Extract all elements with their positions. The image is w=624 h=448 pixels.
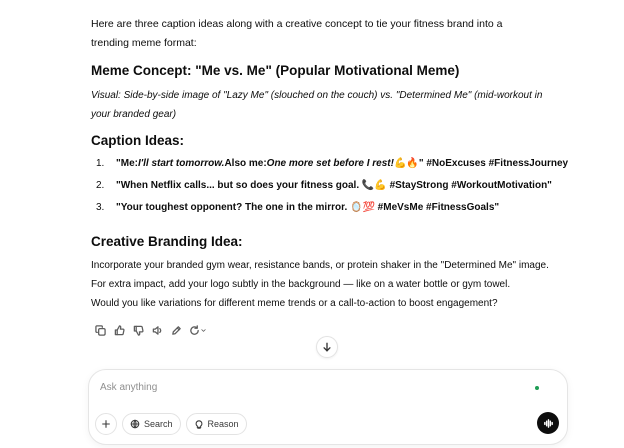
composer: [88, 369, 568, 445]
reason-button[interactable]: [186, 413, 247, 435]
reason-label: Reason: [207, 419, 239, 429]
caption-list: [91, 153, 568, 219]
edit-icon[interactable]: [168, 322, 184, 338]
follow-up-question: Would you like variations for different meme trends or a call-to-action to boost engagement?: [91, 298, 498, 309]
list-item: [91, 197, 568, 219]
search-button[interactable]: [122, 413, 181, 435]
list-number: 2.: [96, 180, 105, 191]
attach-button[interactable]: [95, 413, 117, 435]
caption-text-part: Also me:: [224, 158, 267, 169]
list-number: 1.: [96, 158, 105, 169]
composer-tools: [95, 413, 247, 435]
read-aloud-icon[interactable]: [149, 322, 165, 338]
waveform-icon: [543, 418, 554, 429]
lightbulb-icon: [194, 419, 204, 429]
caption-text-part: "Me:: [116, 158, 138, 169]
list-item: [91, 153, 568, 175]
caption-text-part: One more set before I rest!: [266, 158, 394, 169]
caption-text: "Your toughest opponent? The one in the mirror. 🪞💯 #MeVsMe #FitnessGoals": [116, 202, 500, 213]
search-label: Search: [144, 419, 173, 429]
meme-concept-heading: Meme Concept: "Me vs. Me" (Popular Motivational Meme): [91, 63, 460, 78]
branding-heading: Creative Branding Idea:: [91, 234, 243, 249]
copy-icon[interactable]: [92, 322, 108, 338]
message-actions: [92, 322, 209, 338]
visual-description: Visual: Side-by-side image of "Lazy Me" (slouched on the couch) vs. "Determined Me" (mid-workout in your branded gear): [91, 90, 543, 120]
intro-text: Here are three caption ideas along with a creative concept to tie your fitness brand into a trending meme format:: [91, 18, 503, 49]
caption-ideas-heading: Caption Ideas:: [91, 133, 185, 148]
list-item: [91, 175, 568, 197]
voice-mode-button[interactable]: [537, 412, 559, 434]
scroll-down-button[interactable]: [316, 336, 338, 358]
regenerate-icon[interactable]: [187, 322, 209, 338]
chevron-down-icon: [200, 327, 207, 334]
ask-input[interactable]: [98, 378, 522, 396]
caption-text-part: I'll start tomorrow.: [137, 158, 225, 169]
branding-text: Incorporate your branded gym wear, resistance bands, or protein shaker in the "Determined Me" image. For extra impact, add your logo subtly in the background — like on a water bottle or gym towel.: [91, 260, 549, 290]
thumbs-up-icon[interactable]: [111, 322, 127, 338]
globe-icon: [130, 419, 140, 429]
list-number: 3.: [96, 202, 105, 213]
plus-icon: [101, 419, 111, 429]
caption-text: "When Netflix calls... but so does your fitness goal. 📞💪 #StayStrong #WorkoutMotivation": [116, 180, 552, 191]
status-dot: [535, 386, 539, 390]
thumbs-down-icon[interactable]: [130, 322, 146, 338]
caption-text-part: 💪🔥" #NoExcuses #FitnessJourney: [393, 158, 569, 169]
arrow-down-icon: [322, 342, 332, 352]
